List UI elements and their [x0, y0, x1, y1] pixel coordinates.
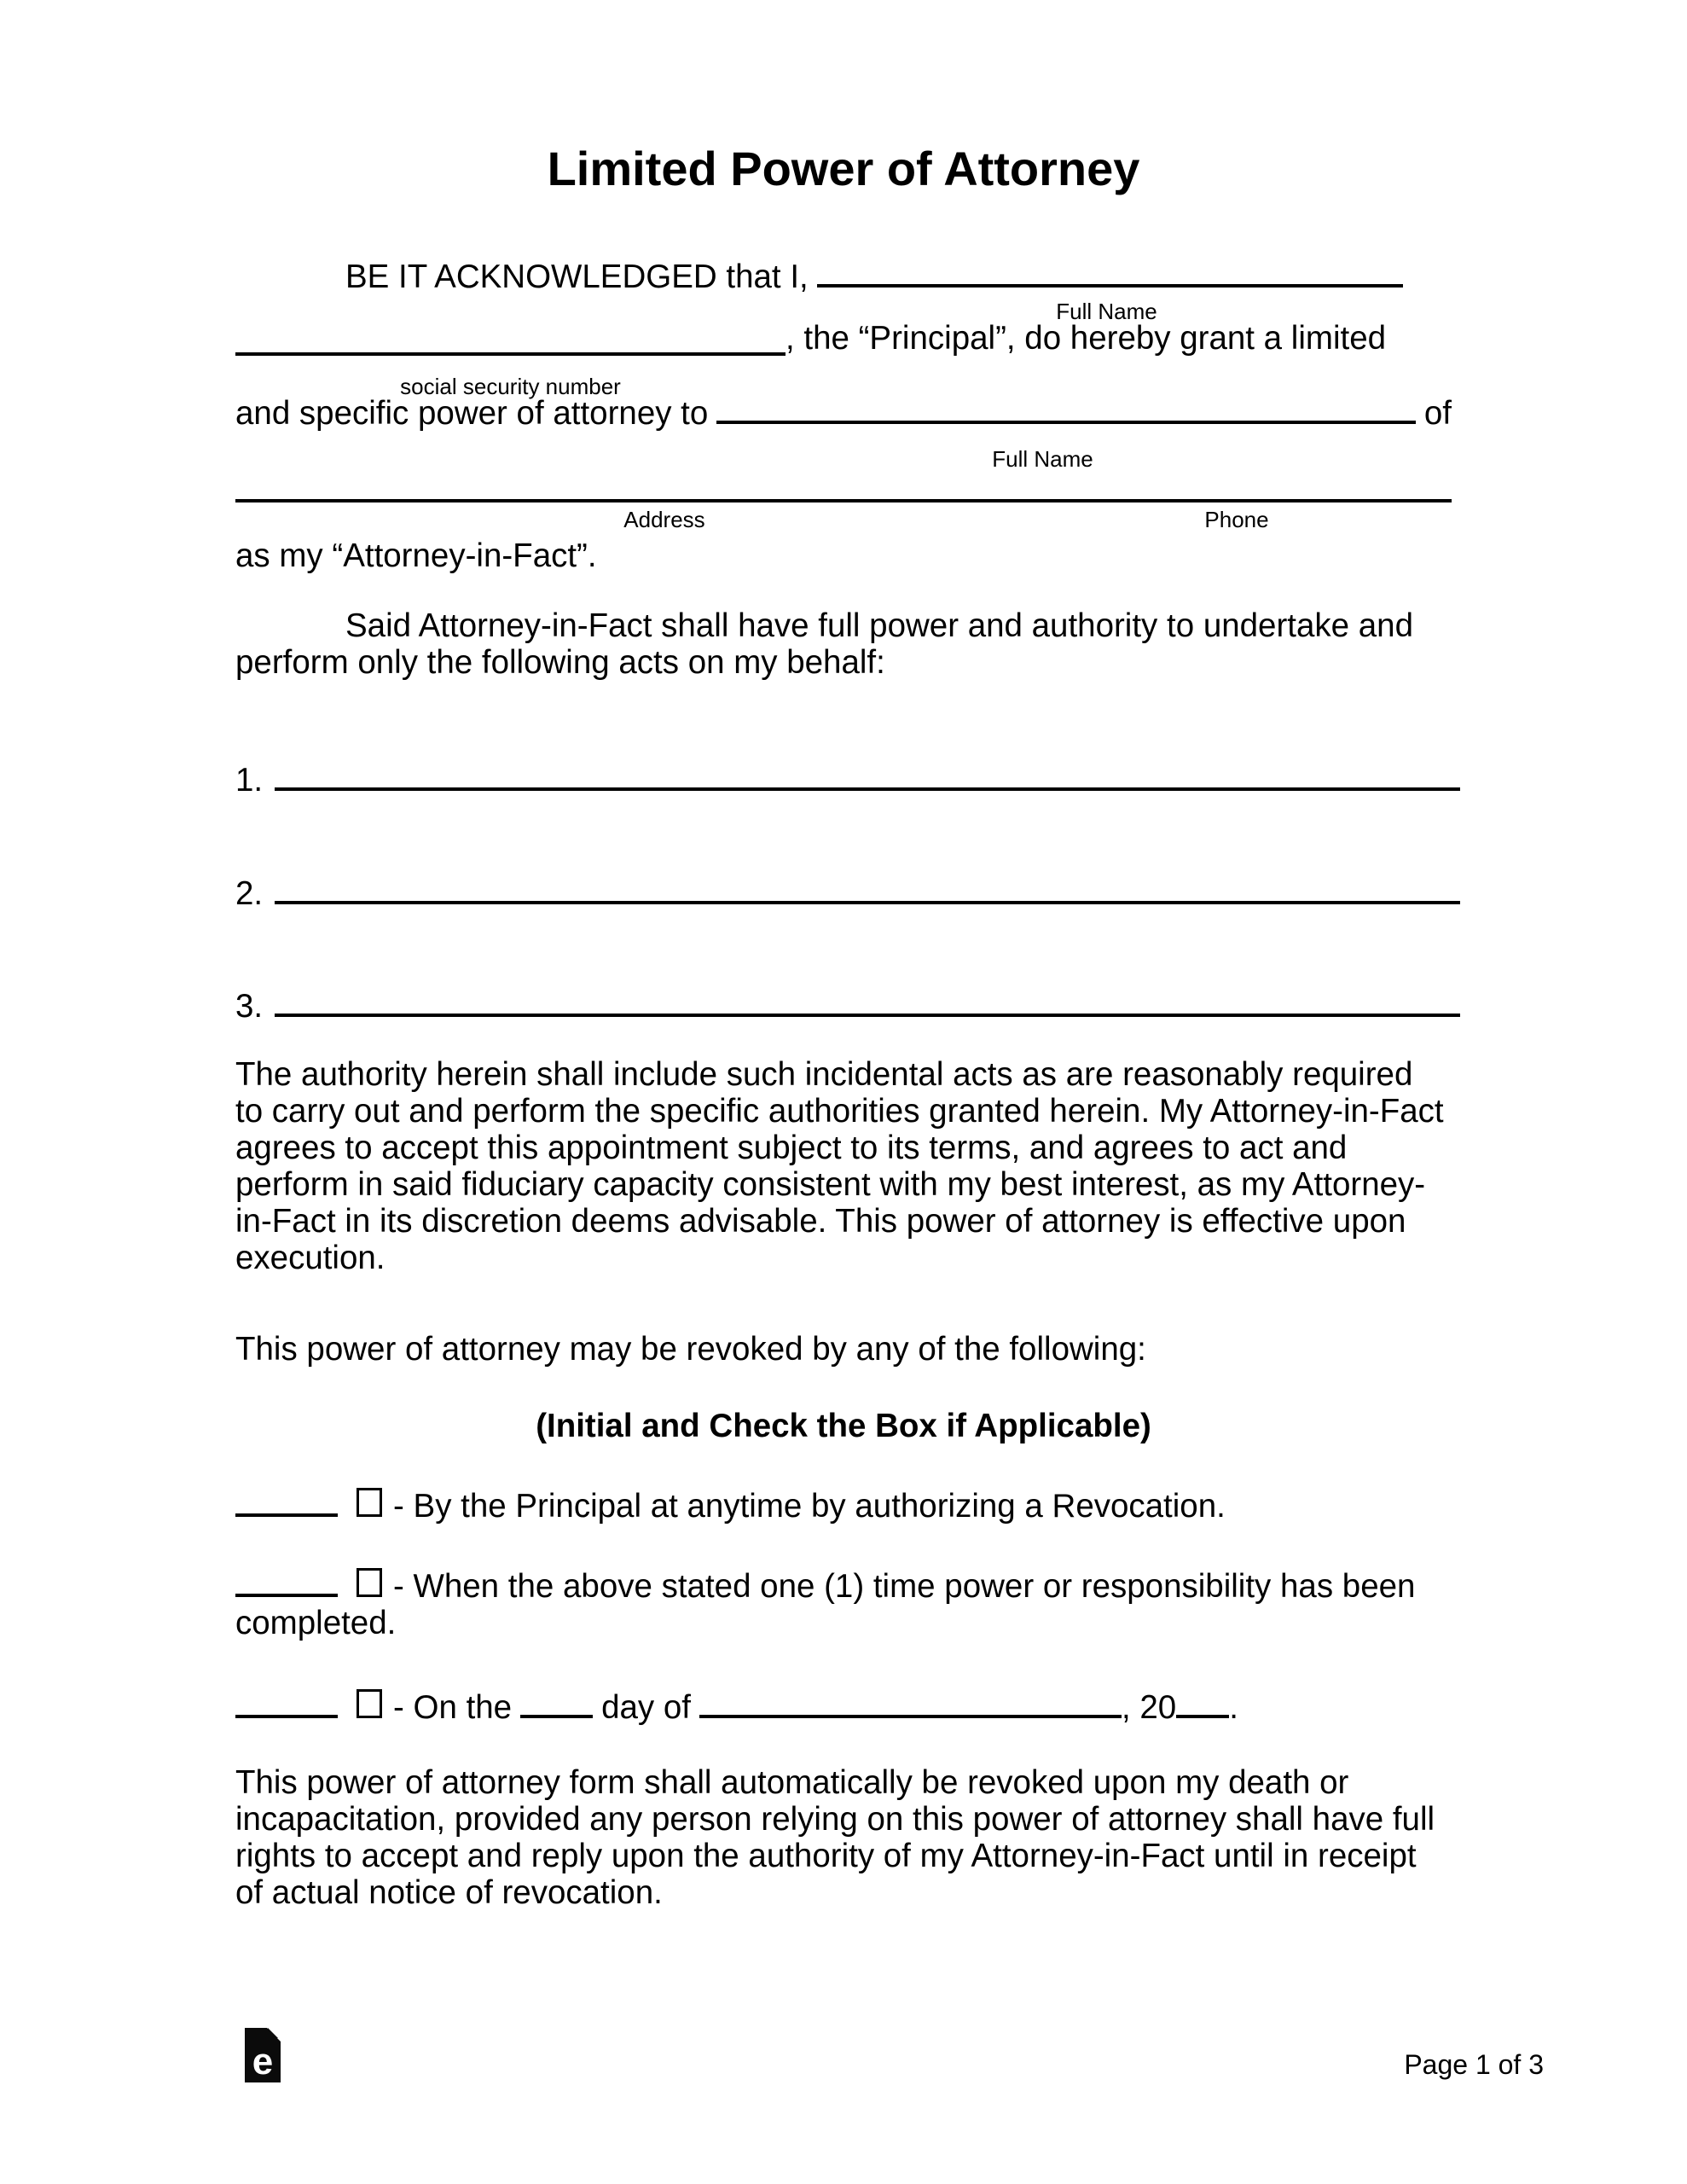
page-number: Page 1 of 3	[1404, 2049, 1544, 2080]
page-fold-flap-icon	[268, 2028, 278, 2038]
authority-line3: agrees to accept this appointment subject to its terms, and agrees to act and	[235, 1130, 1348, 1166]
option-3-mid1: day of	[601, 1689, 691, 1726]
ssn-label: social security number	[400, 374, 621, 399]
authority-intro-line1: Said Attorney-in-Fact shall have full power and authority to undertake and	[345, 607, 1413, 644]
closing-paragraph	[235, 1764, 1452, 1911]
principal-line	[235, 320, 1452, 357]
agent-full-name-blank[interactable]	[716, 419, 1416, 424]
authority-intro-line2: perform only the following acts on my behalf:	[235, 644, 885, 681]
checkbox-empty-icon[interactable]	[357, 1488, 382, 1517]
grant-text: and specific power of attorney to	[235, 395, 709, 432]
authority-intro-paragraph	[235, 607, 1452, 681]
month-blank[interactable]	[699, 1713, 1122, 1718]
authority-line5: in-Fact in its discretion deems advisable. This power of attorney is effective upon	[235, 1203, 1406, 1240]
item-number: 2.	[235, 875, 264, 912]
closing-line4: of actual notice of revocation.	[235, 1874, 663, 1911]
closing-line1: This power of attorney form shall automatically be revoked upon my death or	[235, 1764, 1349, 1801]
option-1-text: - By the Principal at anytime by authorizing a Revocation.	[393, 1488, 1226, 1525]
revocation-intro: This power of attorney may be revoked by any of the following:	[235, 1331, 1146, 1368]
option-3-mid2: , 20	[1121, 1689, 1177, 1726]
address-phone-blank[interactable]	[235, 499, 1452, 502]
principal-full-name-blank[interactable]	[817, 282, 1403, 288]
revocation-option-3	[235, 1689, 1452, 1726]
year-blank[interactable]	[1176, 1713, 1229, 1718]
option-3-suffix: .	[1229, 1689, 1238, 1726]
ssn-blank[interactable]	[235, 351, 786, 356]
grant-line	[235, 395, 1452, 432]
revocation-option-2	[235, 1568, 1452, 1641]
initial-check-heading: (Initial and Check the Box if Applicable)	[536, 1408, 1151, 1444]
principal-text: , the “Principal”, do hereby grant a limited	[786, 320, 1387, 357]
phone-label: Phone	[1204, 507, 1269, 532]
item-3-blank[interactable]	[275, 1012, 1460, 1017]
full-name-label-2: Full Name	[992, 446, 1093, 472]
closing-line3: rights to accept and reply upon the authority of my Attorney-in-Fact until in receipt	[235, 1838, 1417, 1874]
acknowledge-text: BE IT ACKNOWLEDGED that I,	[345, 258, 809, 295]
initials-blank-3[interactable]	[235, 1713, 338, 1718]
attorney-in-fact-line: as my “Attorney-in-Fact”.	[235, 537, 597, 574]
item-2-blank[interactable]	[275, 899, 1460, 904]
revocation-option-1	[235, 1488, 1452, 1525]
logo-letter: e	[252, 2041, 274, 2082]
day-number-blank[interactable]	[520, 1713, 593, 1718]
numbered-item-3	[235, 988, 1460, 1025]
numbered-item-2	[235, 875, 1460, 912]
eforms-logo[interactable]	[245, 2028, 281, 2082]
closing-line2: incapacitation, provided any person relying on this power of attorney shall have full	[235, 1801, 1435, 1838]
item-number: 3.	[235, 988, 264, 1025]
authority-paragraph	[235, 1056, 1452, 1276]
authority-line1: The authority herein shall include such incidental acts as are reasonably required	[235, 1056, 1413, 1093]
checkbox-empty-icon[interactable]	[357, 1689, 382, 1718]
authority-line4: perform in said fiduciary capacity consistent with my best interest, as my Attorney-	[235, 1166, 1426, 1203]
checkbox-empty-icon[interactable]	[357, 1568, 382, 1597]
item-1-blank[interactable]	[275, 786, 1460, 791]
option-3-prefix: - On the	[393, 1689, 513, 1726]
address-label: Address	[623, 507, 705, 532]
option-2-text-line1: - When the above stated one (1) time power or responsibility has been	[393, 1568, 1416, 1605]
authority-line6: execution.	[235, 1240, 386, 1276]
numbered-item-1	[235, 762, 1460, 799]
full-name-label-1: Full Name	[1056, 299, 1157, 324]
authority-line2: to carry out and perform the specific authorities granted herein. My Attorney-in-Fact	[235, 1093, 1444, 1130]
option-2-line-1	[235, 1568, 1452, 1605]
initials-blank-2[interactable]	[235, 1592, 338, 1597]
acknowledge-line	[235, 258, 1403, 295]
page-title: Limited Power of Attorney	[547, 142, 1140, 195]
option-2-text-line2: completed.	[235, 1605, 397, 1641]
grant-suffix-text: of	[1423, 395, 1452, 432]
initials-blank-1[interactable]	[235, 1512, 338, 1517]
item-number: 1.	[235, 762, 264, 799]
